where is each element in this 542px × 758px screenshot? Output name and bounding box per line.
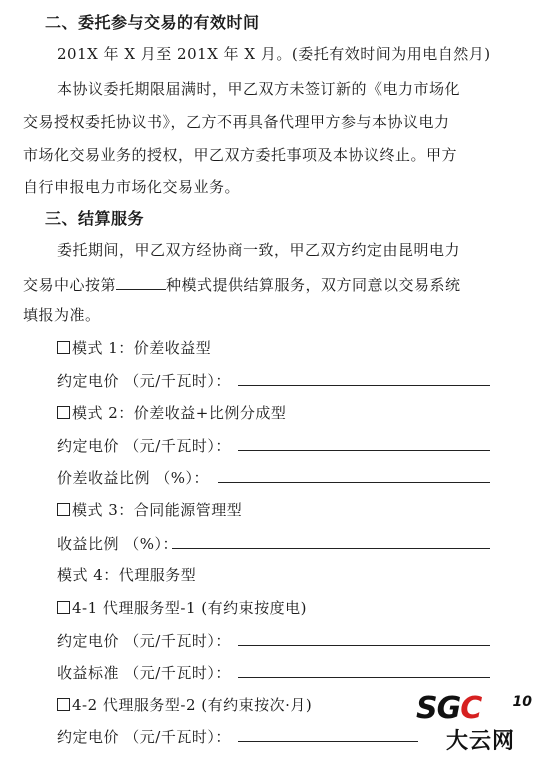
checkbox-icon[interactable] [57,601,70,614]
mode-4-2-option[interactable] [57,695,312,715]
mode-3-ratio-field[interactable] [172,548,490,549]
mode-4-1-label: 4-1 代理服务型-1 (有约束按度电) [72,599,308,617]
section-2-paragraph-line: 交易授权委托协议书》，乙方不再具备代理甲方参与本协议电力 [23,113,450,131]
section-2-paragraph-line: 本协议委托期限届满时，甲乙双方未签订新的《电力市场化 [57,80,461,98]
checkbox-icon[interactable] [57,698,70,711]
mode-1-price-field[interactable] [238,385,490,386]
mode-4-2-price-label: 约定电价 （元/千瓦时）： [57,728,231,746]
mode-1-label: 模式 1：价差收益型 [72,339,212,357]
checkbox-icon[interactable] [57,503,70,516]
mode-2-ratio-field[interactable] [218,482,490,483]
checkbox-icon[interactable] [57,341,70,354]
sgcio-watermark-logo [416,691,534,754]
mode-3-label: 模式 3：合同能源管理型 [72,501,243,519]
mode-number-blank[interactable] [116,273,166,290]
section-3-text-before-blank: 交易中心按第 [23,276,117,294]
checkbox-icon[interactable] [57,406,70,419]
mode-4-1-option[interactable] [57,598,307,618]
section-3-text-after-blank: 种模式提供结算服务，双方同意以交易系统 [166,276,461,294]
mode-2-price-label: 约定电价 （元/千瓦时）： [57,437,231,455]
section-3-paragraph-line: 填报为准。 [23,306,101,324]
mode-4-2-price-field[interactable] [238,741,418,742]
watermark-brand: SGC [416,691,482,726]
mode-1-price-label: 约定电价 （元/千瓦时）： [57,372,231,390]
section-2-paragraph-line: 自行申报电力市场化交易业务。 [23,178,241,196]
mode-2-label: 模式 2：价差收益+比例分成型 [72,404,287,422]
mode-4-1-standard-field[interactable] [238,677,490,678]
mode-4-label: 模式 4：代理服务型 [57,566,197,584]
mode-2-option[interactable] [57,403,286,423]
section-2-paragraph-line: 市场化交易业务的授权，甲乙双方委托事项及本协议终止。甲方 [23,146,458,164]
mode-4-2-label: 4-2 代理服务型-2 (有约束按次·月) [72,696,313,714]
section-3-paragraph-line: 委托期间，甲乙双方经协商一致，甲乙双方约定由昆明电力 [57,241,461,259]
section-2-heading: 二、委托参与交易的有效时间 [45,13,260,32]
watermark-brand-superscript: 10 [512,694,532,710]
watermark-brand-chinese: 大云网 [446,729,516,754]
mode-4-1-price-label: 约定电价 （元/千瓦时）： [57,632,231,650]
mode-4-1-price-field[interactable] [238,645,490,646]
section-3-paragraph-line [23,273,461,295]
mode-4-1-standard-label: 收益标准 （元/千瓦时）： [57,664,231,682]
section-3-heading: 三、结算服务 [45,209,145,228]
mode-3-ratio-label: 收益比例 （%）： [57,535,179,553]
mode-2-price-field[interactable] [238,450,490,451]
mode-1-option[interactable] [57,338,211,358]
mode-3-option[interactable] [57,500,242,520]
mode-2-ratio-label: 价差收益比例 （%）： [57,469,210,487]
section-2-period: 201X 年 X 月至 201X 年 X 月。(委托有效时间为用电自然月) [57,45,491,63]
